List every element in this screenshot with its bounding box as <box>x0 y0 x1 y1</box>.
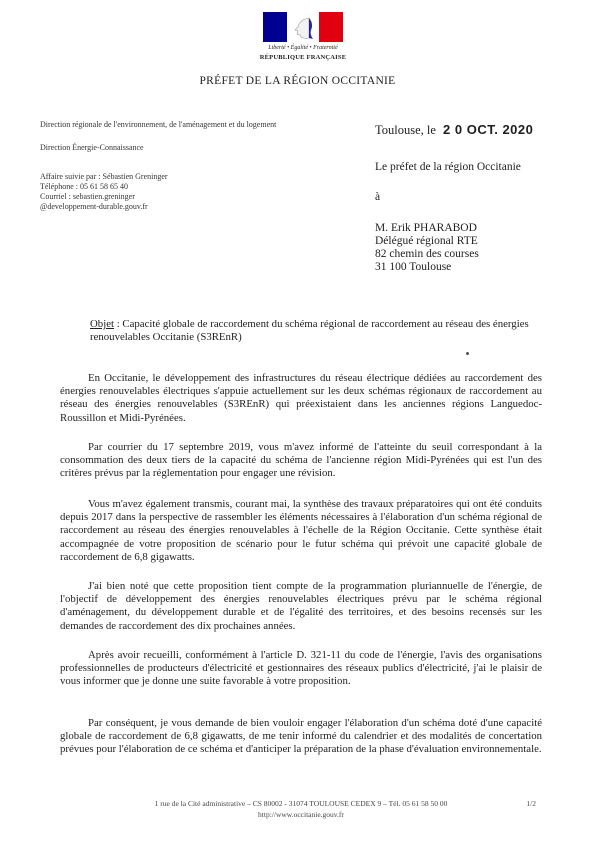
contact-courriel: Courriel : sebastien.greninger <box>40 192 135 201</box>
page-number: 1/2 <box>526 799 536 808</box>
body-paragraph-4: J'ai bien noté que cette proposition tient compte de la programmation pluriannuelle de l'énergie, de l'objectif de développement des énergies renouvelables électriques prévu par le schéma régional d'aménagement, du développement durable et de l'égalité des territoires, et des besoins recensés sur les demandes de raccordement des dix prochaines années. <box>60 580 542 632</box>
contact-email-domain: @developpement-durable.gouv.fr <box>40 202 148 211</box>
date-stamp: 2 0 OCT. 2020 <box>443 122 534 137</box>
republique-francaise-label: RÉPUBLIQUE FRANÇAISE <box>259 54 347 61</box>
date-place: Toulouse, le <box>375 123 436 137</box>
from-prefet: Le préfet de la région Occitanie <box>375 161 521 173</box>
prefet-title: PRÉFET DE LA RÉGION OCCITANIE <box>199 75 396 87</box>
body-paragraph-5: Après avoir recueilli, conformément à l'article D. 321-11 du code de l'énergie, l'avis des organisations professionnelles de producteurs d'électricité et gestionnaires des réseaux publics d'électricité, j'ai le plaisir de vous informer que je donne une suite favorable à votre proposition. <box>60 649 542 688</box>
objet-label: Objet <box>90 318 114 330</box>
body-paragraph-6: Par conséquent, je vous demande de bien vouloir engager l'élaboration d'un schéma doté d'une capacité globale de raccordement de 6,8 gigawatts, de me tenir informé du calendrier et des modalités de concertation prévues pour l'élaboration de ce schéma et d'anticiper la préparation de la phase d'évaluation environnementale. <box>60 717 542 756</box>
republic-motto: Liberté • Égalité • Fraternité <box>268 45 338 51</box>
recipient-title: Délégué régional RTE <box>375 235 478 247</box>
sender-block <box>40 120 280 153</box>
body-paragraph-1: En Occitanie, le développement des infrastructures du réseau électrique dédiées au raccordement des énergies renouvelables électriques s'appuie actuellement sur les deux schémas régionaux de raccordement au réseau des énergies renouvelables (S3REnR) qui préexistaient dans les anciennes régions Languedoc-Roussillon et Midi-Pyrénées. <box>60 372 542 424</box>
body-paragraph-3: Vous m'avez également transmis, courant mai, la synthèse des travaux préparatoires qui ont été conduits depuis 2017 dans la perspective de rassembler les éléments nécessaires à l'élaboration d'un schéma régional de raccordement au réseau des énergies renouvelables à l'échelle de la Région Occitanie. Cette synthèse était accompagnée de votre proposition de scénario pour le futur schéma qui prévoit une capacité globale de raccordement de 6,8 gigawatts. <box>60 498 542 563</box>
recipient-address <box>375 222 479 274</box>
footer-website: http://www.occitanie.gouv.fr <box>258 810 344 819</box>
recipient-street: 82 chemin des courses <box>375 248 479 260</box>
recipient-name: M. Erik PHARABOD <box>375 222 477 234</box>
addressee-a: à <box>375 191 381 203</box>
republique-francaise-logo <box>258 12 348 74</box>
page-footer <box>60 798 542 820</box>
scan-mark <box>466 352 469 355</box>
contact-telephone: Téléphone : 05 61 58 65 40 <box>40 182 128 191</box>
footer-address: 1 rue de la Cité administrative – CS 80002 - 31074 TOULOUSE CEDEX 9 – Tél. 05 61 58 50 00 <box>154 799 448 808</box>
body-paragraph-2: Par courrier du 17 septembre 2019, vous m'avez informé de l'atteinte du seuil correspondant à la consommation des deux tiers de la capacité du schéma de l'ancienne région Midi-Pyrénées qui est l'un des critères prévus par la réglementation pour engager une révision. <box>60 441 542 480</box>
contact-block <box>40 172 280 212</box>
recipient-city: 31 100 Toulouse <box>375 261 452 273</box>
contact-affaire: Affaire suivie par : Sébastien Greninger <box>40 172 168 181</box>
objet-line <box>90 318 560 344</box>
marianne-profile-icon <box>289 16 315 40</box>
marianne-flag-icon <box>263 12 343 42</box>
objet-text: : Capacité globale de raccordement du schéma régional de raccordement au réseau des énergies renouvelables Occitanie (S3REnR) <box>90 318 529 343</box>
date-line <box>375 122 533 138</box>
sender-department: Direction Énergie-Connaissance <box>40 143 144 152</box>
sender-dreal: Direction régionale de l'environnement, de l'aménagement et du logement <box>40 120 277 129</box>
